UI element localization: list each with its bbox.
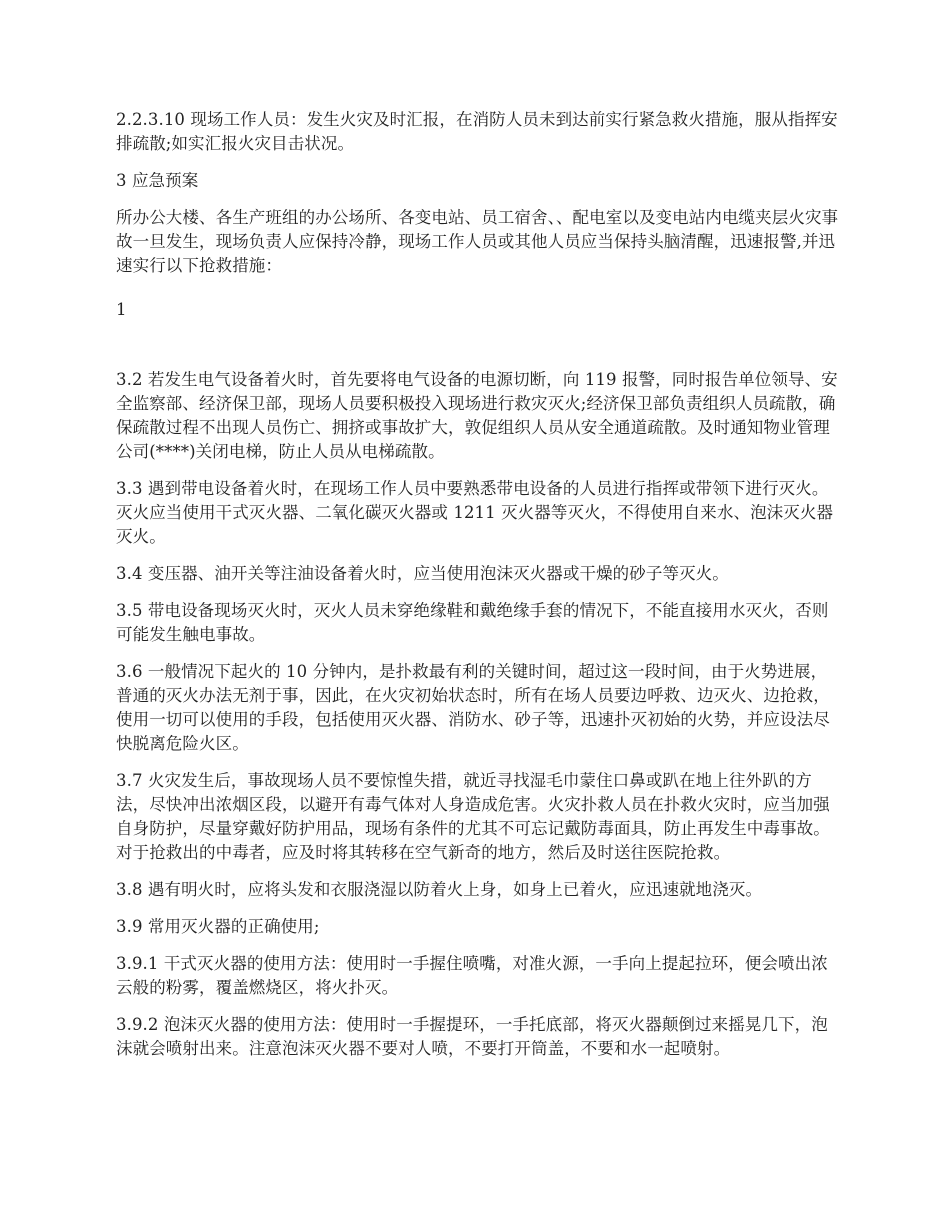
paragraph-3-4: 3.4 变压器、油开关等注油设备着火时，应当使用泡沫灭火器或干燥的砂子等灭火。 xyxy=(116,564,729,583)
paragraph-3-9-1: 3.9.1 干式灭火器的使用方法：使用时一手握住喷嘴，对准火源，一手向上提起拉环，便会喷出浓云般的粉雾，覆盖燃烧区，将火扑灭。 xyxy=(116,954,828,997)
page-break xyxy=(116,322,840,368)
paragraph-3-2: 3.2 若发生电气设备着火时，首先要将电气设备的电源切断，向 119 报警，同时报告单位领导、安全监察部、经济保卫部，现场人员要积极投入现场进行救灾灭火;经济保卫部负责组织人员疏散，确保疏散过程不出现人员伤亡、拥挤或事故扩大，敦促组织人员从安全通道疏散。及时通知物业管理公司(****)关闭电梯，防止人员从电梯疏散。 xyxy=(116,370,838,461)
paragraph-3-5: 3.5 带电设备现场灭火时，灭火人员未穿绝缘鞋和戴绝缘手套的情况下，不能直接用水灭火，否则可能发生触电事故。 xyxy=(116,601,829,644)
paragraph-3-9: 3.9 常用灭火器的正确使用; xyxy=(116,917,320,936)
paragraph-intro: 所办公大楼、各生产班组的办公场所、各变电站、员工宿舍、、配电室以及变电站内电缆夹层火灾事故一旦发生，现场负责人应保持冷静，现场工作人员或其他人员应当保持头脑清醒，迅速报警,并迅速实行以下抢救措施： xyxy=(116,208,839,275)
document-page xyxy=(116,108,840,1074)
paragraph-2-2-3-10: 2.2.3.10 现场工作人员：发生火灾及时汇报，在消防人员未到达前实行紧急救火措施，服从指挥安排疏散;如实汇报火灾目击状况。 xyxy=(116,110,838,153)
section-heading-emergency-plan: 3 应急预案 xyxy=(116,171,199,190)
page-number: 1 xyxy=(116,300,127,319)
paragraph-3-3: 3.3 遇到带电设备着火时，在现场工作人员中要熟悉带电设备的人员进行指挥或带领下进行灭火。灭火应当使用干式灭火器、二氧化碳灭火器或 1211 灭火器等灭火，不得使用自来水、泡沫灭火器灭火。 xyxy=(116,479,834,546)
paragraph-3-7: 3.7 火灾发生后，事故现场人员不要惊惶失措，就近寻找湿毛巾蒙住口鼻或趴在地上往外趴的方法，尽快冲出浓烟区段，以避开有毒气体对人身造成危害。火灾扑救人员在扑救火灾时，应当加强自身防护，尽量穿戴好防护用品，现场有条件的尤其不可忘记戴防毒面具，防止再发生中毒事故。对于抢救出的中毒者，应及时将其转移在空气新奇的地方，然后及时送往医院抢救。 xyxy=(116,771,830,862)
paragraph-3-8: 3.8 遇有明火时，应将头发和衣服浇湿以防着火上身，如身上已着火，应迅速就地浇灭。 xyxy=(116,880,763,899)
paragraph-3-6: 3.6 一般情况下起火的 10 分钟内，是扑救最有利的关键时间，超过这一段时间，由于火势进展，普通的灭火办法无剂于事，因此，在火灾初始状态时，所有在场人员要边呼救、边灭火、边抢救，使用一切可以使用的手段，包括使用灭火器、消防水、砂子等，迅速扑灭初始的火势，并应设法尽快脱离危险火区。 xyxy=(116,662,830,753)
paragraph-3-9-2: 3.9.2 泡沫灭火器的使用方法：使用时一手握提环，一手托底部，将灭火器颠倒过来摇晃几下，泡沫就会喷射出来。注意泡沫灭火器不要对人喷，不要打开筒盖，不要和水一起喷射。 xyxy=(116,1015,828,1058)
